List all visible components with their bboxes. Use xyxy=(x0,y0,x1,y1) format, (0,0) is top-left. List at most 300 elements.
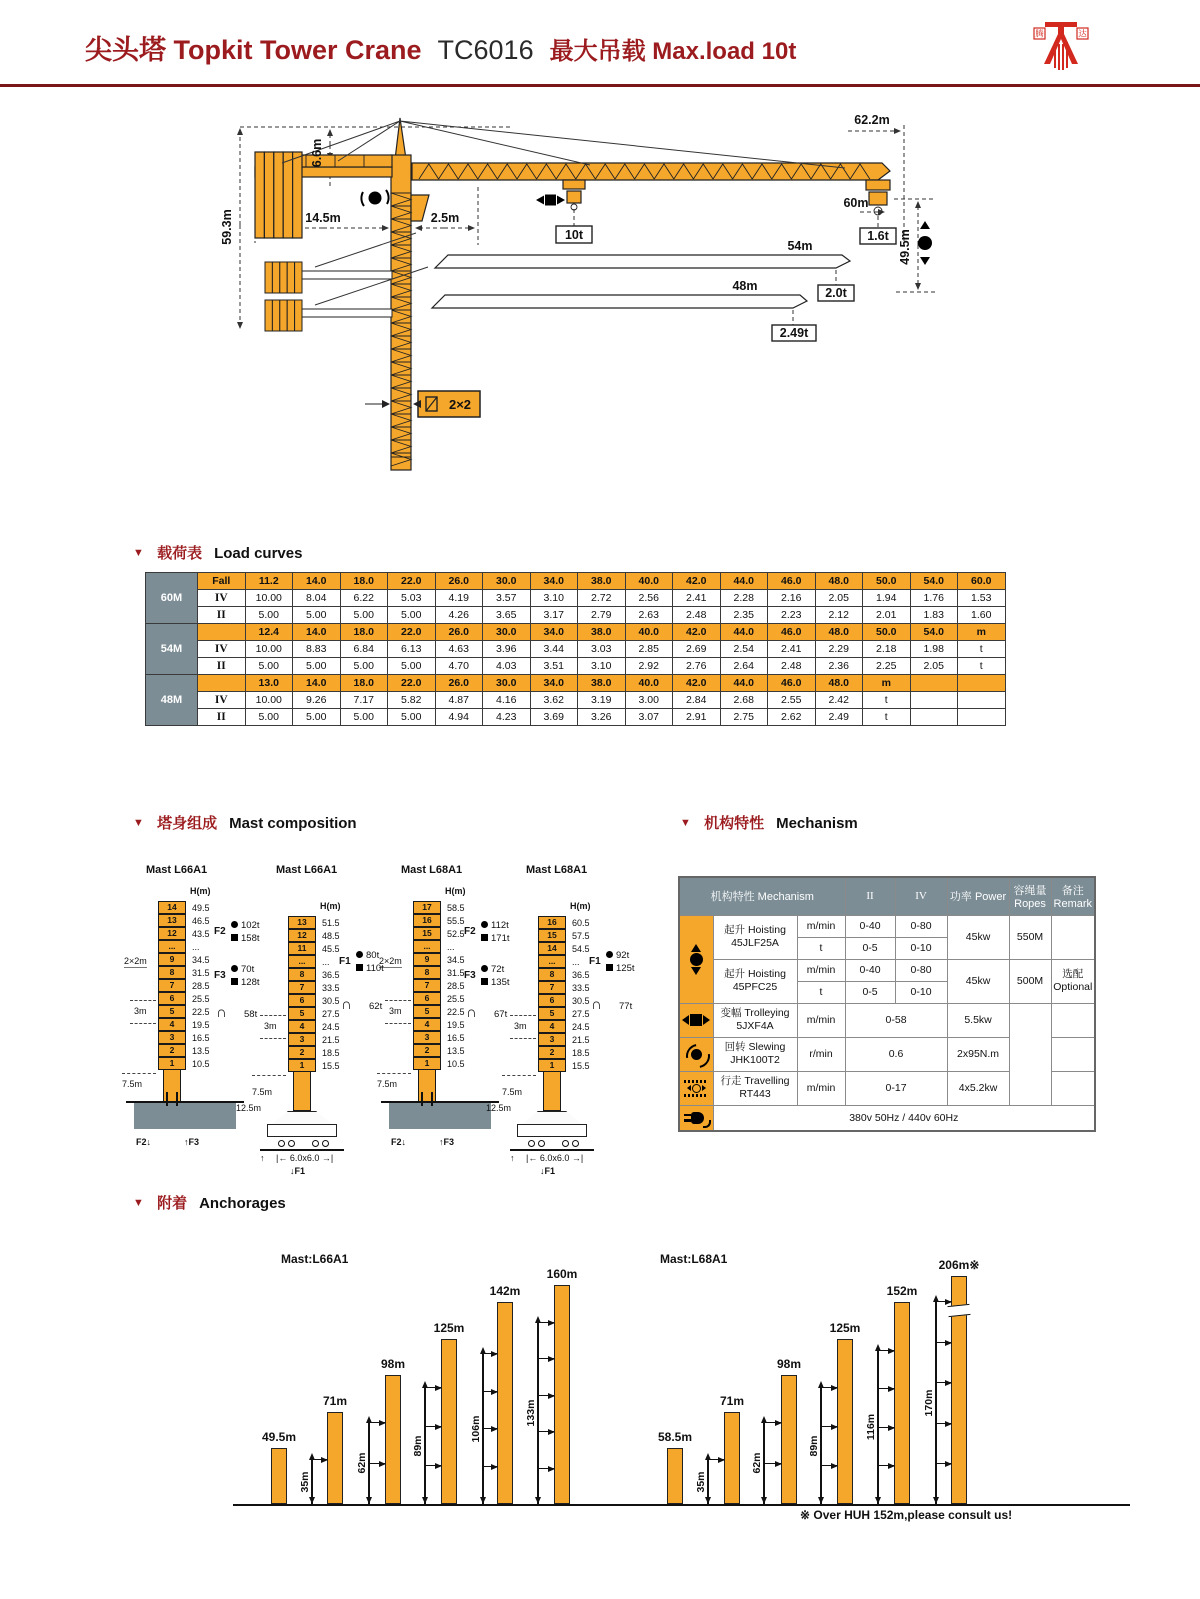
load-radius-cell: 38.0 xyxy=(578,675,626,692)
load-value-cell xyxy=(958,692,1006,709)
mast-segment-cell: 3 xyxy=(538,1033,566,1046)
hoist1-b2: 0-10 xyxy=(895,937,947,959)
mast-segment-cell: 1 xyxy=(158,1057,186,1070)
anchor-tick-arrow xyxy=(945,1421,952,1427)
mast-segment-cell: 13 xyxy=(158,914,186,927)
page-title xyxy=(85,28,796,67)
anchor-dim-label: 62m xyxy=(751,1452,763,1474)
mast-segment-cell: 17 xyxy=(413,901,441,914)
max-load-value: 10t xyxy=(564,228,584,242)
square-marker xyxy=(231,934,238,941)
load-radius-cell: 26.0 xyxy=(435,624,483,641)
foundation-wheel xyxy=(278,1140,285,1147)
mast-height-value: 34.5 xyxy=(192,954,210,965)
anchorage-bar-label: 49.5m xyxy=(261,1430,297,1444)
load-value-cell: 2.28 xyxy=(720,590,768,607)
anchor-tick-arrow xyxy=(548,1466,555,1472)
remark-cn: 备注 xyxy=(1061,885,1084,898)
dim-hook-radius: 60m xyxy=(843,196,869,210)
mast-height-value: 18.5 xyxy=(322,1047,340,1058)
load-group-label: 48M xyxy=(146,675,198,726)
load-value-cell: 2.69 xyxy=(673,641,721,658)
hoist1-b1: 0-80 xyxy=(895,915,947,937)
load-value-cell: 2.01 xyxy=(863,607,911,624)
mast-segment-cell: 5 xyxy=(538,1007,566,1020)
load-radius-row xyxy=(146,573,1006,590)
section-anchorages-en: Anchorages xyxy=(199,1195,286,1212)
load-value-cell: t xyxy=(958,641,1006,658)
force-circle-value: 70t xyxy=(231,964,254,975)
mast-segment-cell: 5 xyxy=(288,1007,316,1020)
mast-height-value: 33.5 xyxy=(572,982,590,993)
mast-height-value: 19.5 xyxy=(447,1019,465,1030)
mech-col-iv: IV xyxy=(895,877,947,915)
mast-height-value: 22.5 xyxy=(192,1006,210,1017)
load-radius-cell: 40.0 xyxy=(625,624,673,641)
travel-remark xyxy=(1051,1071,1095,1105)
load-value-cell: 5.00 xyxy=(340,658,388,675)
anchor-dim-label: 106m xyxy=(470,1415,482,1442)
force-square-value: 135t xyxy=(481,977,510,988)
load-radius-row xyxy=(146,675,1006,692)
hoist2-b2: 0-10 xyxy=(895,981,947,1003)
load-radius-cell: 44.0 xyxy=(720,573,768,590)
mast-segment-cell: ... xyxy=(288,955,316,968)
mast-height-value: 33.5 xyxy=(322,982,340,993)
load-value-cell: 3.51 xyxy=(530,658,578,675)
hook-weight-value: 58t xyxy=(244,1009,258,1020)
trolleying-icon xyxy=(680,1014,713,1026)
force-label: F2 xyxy=(214,926,226,937)
mast-segment-cell: 7 xyxy=(538,981,566,994)
section-load-curves-cn: 载荷表 xyxy=(157,545,203,562)
dim-dash xyxy=(260,1038,286,1039)
remark-en: Remark xyxy=(1053,898,1093,911)
mast-section-label: 2×2 xyxy=(448,397,472,412)
load-value-cell: 2.63 xyxy=(625,607,673,624)
mast-height-value: 27.5 xyxy=(322,1008,340,1019)
mast-segment-cell: 16 xyxy=(413,914,441,927)
mast-height-value: 36.5 xyxy=(572,969,590,980)
load-radius-cell: 46.0 xyxy=(768,624,816,641)
anchor-tick-arrow xyxy=(379,1420,386,1426)
force-label: F3 xyxy=(464,970,476,981)
ballast-variants xyxy=(265,262,302,331)
load-radius-cell: 18.0 xyxy=(340,675,388,692)
dim-arrow-down xyxy=(761,1497,767,1504)
anchorage-bar-label: 98m xyxy=(776,1357,802,1371)
reaction-label-right: ↑F3 xyxy=(184,1137,200,1147)
load-radius-cell xyxy=(198,675,246,692)
load-radius-cell: 34.0 xyxy=(530,624,578,641)
hoisting-icon xyxy=(918,221,932,265)
dim-dash xyxy=(122,1073,156,1074)
anchor-dim-label: 35m xyxy=(299,1471,311,1493)
load-value-cell: 2.75 xyxy=(720,709,768,726)
mast-segment-cell: 8 xyxy=(538,968,566,981)
hoist1-power: 45kw xyxy=(947,915,1009,959)
anchor-dim-line xyxy=(820,1387,822,1504)
anchor-tick-arrow xyxy=(548,1393,555,1399)
load-value-cell: 10.00 xyxy=(245,641,293,658)
foundation-base xyxy=(517,1124,587,1137)
load-radius-cell: 11.2 xyxy=(245,573,293,590)
mech-col-remark xyxy=(1051,877,1095,915)
load-value-cell: 3.26 xyxy=(578,709,626,726)
mast-segment-cell: 5 xyxy=(158,1005,186,1018)
load-value-cell: 1.94 xyxy=(863,590,911,607)
dim-arrow-down xyxy=(480,1497,486,1504)
anchorage-bar xyxy=(441,1339,457,1504)
anchor-dim-label: 133m xyxy=(525,1399,537,1427)
load-value-cell: 5.00 xyxy=(293,607,341,624)
load-value-cell: 5.00 xyxy=(293,658,341,675)
load-radius-cell: 26.0 xyxy=(435,573,483,590)
mast-mid-dim: 3m xyxy=(134,1006,147,1017)
reaction-label-left: F2↓ xyxy=(391,1137,407,1147)
load-radius-cell: 40.0 xyxy=(625,675,673,692)
load-value-cell: 2.62 xyxy=(768,709,816,726)
anchor-tick-arrow xyxy=(321,1457,328,1463)
mast-leg xyxy=(421,1092,423,1106)
foundation-wheel xyxy=(562,1140,569,1147)
mast-segment-cell: ... xyxy=(413,940,441,953)
load-value-cell: 2.55 xyxy=(768,692,816,709)
load-value-cell: 2.36 xyxy=(815,658,863,675)
anchorage-bar-label: 206m※ xyxy=(938,1258,980,1272)
mast-height-value: 21.5 xyxy=(322,1034,340,1045)
anchor-tick-arrow xyxy=(548,1320,555,1326)
dim-dash xyxy=(510,1038,536,1039)
load-radius-cell: 14.0 xyxy=(293,624,341,641)
load-value-cell: 10.00 xyxy=(245,590,293,607)
dim-arrow-down xyxy=(875,1497,881,1504)
load-value-cell xyxy=(910,709,958,726)
force-label: F2 xyxy=(464,926,476,937)
load-radius-cell: 30.0 xyxy=(483,573,531,590)
anchorage-chart-title: Mast:L66A1 xyxy=(281,1252,349,1266)
hoist2-a2: 0-5 xyxy=(845,981,895,1003)
mast-segment-cell: 8 xyxy=(288,968,316,981)
circle-marker xyxy=(481,965,488,972)
rail-line xyxy=(260,1149,344,1151)
load-value-cell: 2.79 xyxy=(578,607,626,624)
mast-segment-cell: 7 xyxy=(158,979,186,992)
anchorage-bar-label: 125m xyxy=(433,1321,465,1335)
anchor-tick-arrow xyxy=(435,1463,442,1469)
load-radius-cell: 22.0 xyxy=(388,675,436,692)
anchor-dim-label: 170m xyxy=(923,1389,935,1416)
load-radius-cell: 44.0 xyxy=(720,624,768,641)
mast-base-column xyxy=(293,1071,311,1111)
load-value-cell: 6.22 xyxy=(340,590,388,607)
mast-height-value: 30.5 xyxy=(572,995,590,1006)
load-value-cell: 3.96 xyxy=(483,641,531,658)
load-value-cell: 5.00 xyxy=(388,658,436,675)
foundation-base xyxy=(267,1124,337,1137)
mast-segment-cell: 7 xyxy=(288,981,316,994)
force-square-value: 125t xyxy=(606,963,635,974)
load-value-cell: 2.41 xyxy=(673,590,721,607)
load-value-cell: 5.00 xyxy=(245,607,293,624)
mast-segment-cell: 15 xyxy=(413,927,441,940)
load-value-cell: t xyxy=(863,692,911,709)
anchor-tick-arrow xyxy=(945,1299,952,1305)
brand-logo-icon xyxy=(1028,12,1094,78)
mast-segment-cell: 6 xyxy=(413,992,441,1005)
mast-segment-cell: 4 xyxy=(538,1020,566,1033)
mast-title: Mast L66A1 xyxy=(146,864,208,876)
dim-dash xyxy=(130,1000,156,1001)
mast-mid-dim: 3m xyxy=(264,1021,277,1032)
load-value-cell: 8.83 xyxy=(293,641,341,658)
foundation-wheel xyxy=(538,1140,545,1147)
load-value-cell: 5.00 xyxy=(388,709,436,726)
load-value-cell: 3.17 xyxy=(530,607,578,624)
dim-dash xyxy=(377,1073,411,1074)
load-radius-cell: 38.0 xyxy=(578,624,626,641)
anchor-tick-arrow xyxy=(379,1461,386,1467)
hoist2-b1: 0-80 xyxy=(895,959,947,981)
force-square-value: 110t xyxy=(356,963,384,974)
anchor-dim-label: 62m xyxy=(356,1452,368,1474)
mast-height-value: 60.5 xyxy=(572,917,590,928)
force-label: F1 xyxy=(589,956,601,967)
load-value-cell: 2.72 xyxy=(578,590,626,607)
load-value-cell: 3.07 xyxy=(625,709,673,726)
anchorage-bar xyxy=(327,1412,343,1504)
mast-segment-cell: 2 xyxy=(288,1046,316,1059)
mast-height-value: 25.5 xyxy=(447,993,465,1004)
load-capacity-row xyxy=(146,590,1006,607)
load-group-label: 54M xyxy=(146,624,198,675)
anchorage-note: ※ Over HUH 152m,please consult us! xyxy=(800,1508,1013,1522)
hoisting-icon xyxy=(680,944,713,975)
mast-height-value: 57.5 xyxy=(572,930,590,941)
force-circle-value: 112t xyxy=(481,920,509,931)
circle-marker xyxy=(356,951,363,958)
mast-height-value: 34.5 xyxy=(447,954,465,965)
hoist2-a1: 0-40 xyxy=(845,959,895,981)
load-value-cell: 3.57 xyxy=(483,590,531,607)
load-radius-cell: m xyxy=(958,624,1006,641)
load-radius-cell: 30.0 xyxy=(483,624,531,641)
load-value-cell: 1.60 xyxy=(958,607,1006,624)
mast-mid-dim: 3m xyxy=(389,1006,402,1017)
hoist1-ropes: 550M xyxy=(1009,915,1051,959)
mast-cell-dim: 2×2m xyxy=(379,956,402,966)
header-rule xyxy=(0,84,1200,87)
load-value-cell: 4.26 xyxy=(435,607,483,624)
hoist2-power: 45kw xyxy=(947,959,1009,1003)
circle-marker xyxy=(481,921,488,928)
trolley-model: 5JXF4A xyxy=(736,1020,774,1032)
mech-col-name: 机构特性 Mechanism xyxy=(679,877,845,915)
logo-char-left: 腾 xyxy=(1035,28,1044,39)
mast-height-value: ... xyxy=(572,956,580,967)
load-value-cell: IV xyxy=(198,590,246,607)
load-radius-cell: 48.0 xyxy=(815,624,863,641)
anchorage-bar-label: 160m xyxy=(546,1267,578,1281)
anchorage-bar xyxy=(271,1448,287,1504)
hoist2-remark-cn: 选配 xyxy=(1062,967,1084,980)
mast-segment-cell: 3 xyxy=(413,1031,441,1044)
load-value-cell: 2.42 xyxy=(815,692,863,709)
load-radius-cell xyxy=(910,675,958,692)
anchorage-bar-label: 71m xyxy=(719,1394,745,1408)
anchor-tick-arrow xyxy=(888,1348,895,1354)
anchor-dim-line xyxy=(424,1387,426,1504)
hoisting-icon-cell xyxy=(679,915,713,1003)
load-value-cell: 2.05 xyxy=(815,590,863,607)
anchorage-chart xyxy=(233,1246,643,1506)
load-value-cell: 2.84 xyxy=(673,692,721,709)
load-value-cell: 3.65 xyxy=(483,607,531,624)
load-boxes xyxy=(556,226,896,341)
mast-base-dim: 7.5m xyxy=(502,1087,523,1097)
load-value-cell: t xyxy=(863,709,911,726)
slewing-icon xyxy=(684,1042,708,1066)
load-radius-cell: 46.0 xyxy=(768,675,816,692)
slewing-icon-cell xyxy=(679,1037,713,1071)
hoist1-model: 45JLF25A xyxy=(731,937,779,949)
hook-weight-value: 77t xyxy=(619,1001,633,1012)
mast-segment-cell: 6 xyxy=(158,992,186,1005)
load-value-cell: 2.64 xyxy=(720,658,768,675)
rail-line xyxy=(510,1149,594,1151)
trolley-power: 5.5kw xyxy=(947,1003,1009,1037)
supply-row xyxy=(679,1105,1095,1131)
reaction-label-f1: ↓F1 xyxy=(540,1166,556,1176)
travel-power: 4x5.2kw xyxy=(947,1071,1009,1105)
mast-height-value: 19.5 xyxy=(192,1019,210,1030)
mast-leg xyxy=(431,1092,433,1106)
reaction-label-left: F2↓ xyxy=(136,1137,152,1147)
mast-segment-cell: 16 xyxy=(538,916,566,929)
load-value-cell: 2.25 xyxy=(863,658,911,675)
load-value-cell: 5.00 xyxy=(293,709,341,726)
ground-block xyxy=(134,1103,236,1129)
load-value-cell: 2.29 xyxy=(815,641,863,658)
load-value-cell: 3.69 xyxy=(530,709,578,726)
load-curves-table xyxy=(145,572,1006,726)
mast-segment-cell: 8 xyxy=(158,966,186,979)
mast-base-dim: 7.5m xyxy=(252,1087,273,1097)
anchor-tick-arrow xyxy=(831,1463,838,1469)
load-radius-cell: 54.0 xyxy=(910,624,958,641)
anchorage-chart-title: Mast:L68A1 xyxy=(660,1252,728,1266)
load-radius-cell: 14.0 xyxy=(293,675,341,692)
load-value-cell: 2.12 xyxy=(815,607,863,624)
section-load-curves-en: Load curves xyxy=(214,545,303,562)
foundation-wheel xyxy=(322,1140,329,1147)
load-value-cell: 1.98 xyxy=(910,641,958,658)
dim-dash xyxy=(385,1000,411,1001)
load-capacity-row xyxy=(146,692,1006,709)
mast-segment-cell: 9 xyxy=(413,953,441,966)
load-radius-cell: 22.0 xyxy=(388,573,436,590)
anchor-tick-arrow xyxy=(491,1351,498,1357)
load-value-cell: 1.76 xyxy=(910,590,958,607)
load-value-cell: 4.63 xyxy=(435,641,483,658)
tip-load-value: 1.6t xyxy=(867,229,889,243)
load-value-cell: 3.10 xyxy=(530,590,578,607)
load-value-cell: 8.04 xyxy=(293,590,341,607)
anchor-tick-arrow xyxy=(888,1425,895,1431)
anchor-tick-arrow xyxy=(435,1385,442,1391)
load-radius-cell: 48.0 xyxy=(815,675,863,692)
load-value-cell: 2.68 xyxy=(720,692,768,709)
hoist2-u1: m/min xyxy=(797,959,845,981)
load-radius-cell: 26.0 xyxy=(435,675,483,692)
foundation-wheel xyxy=(312,1140,319,1147)
anchorage-bar-label: 58.5m xyxy=(657,1430,693,1444)
mech-col-ropes xyxy=(1009,877,1051,915)
load-capacity-row xyxy=(146,709,1006,726)
anchor-tick-arrow xyxy=(491,1389,498,1395)
hoist1-u2: t xyxy=(797,937,845,959)
slew-cn: 回转 Slewing xyxy=(724,1040,786,1053)
mast-height-value: 54.5 xyxy=(572,943,590,954)
mast-segment-cell: 6 xyxy=(538,994,566,1007)
load-radius-cell: 22.0 xyxy=(388,624,436,641)
load-value-cell: 3.62 xyxy=(530,692,578,709)
hoist1-cn: 起升 Hoisting xyxy=(724,923,786,936)
mast-segment-cell: 11 xyxy=(288,942,316,955)
load-value-cell: 4.23 xyxy=(483,709,531,726)
mast-height-value: 10.5 xyxy=(192,1058,210,1069)
mech-col-ii: II xyxy=(845,877,895,915)
load-value-cell: 2.85 xyxy=(625,641,673,658)
circle-marker xyxy=(231,921,238,928)
dim-dash xyxy=(502,1075,536,1076)
travel-range: 0-17 xyxy=(845,1071,947,1105)
slewing-icon xyxy=(361,190,388,206)
anchorage-bar xyxy=(781,1375,797,1504)
anchor-tick-arrow xyxy=(491,1426,498,1432)
load-value-cell: 2.48 xyxy=(673,607,721,624)
load-radius-cell: Fall xyxy=(198,573,246,590)
mast-height-value: 16.5 xyxy=(447,1032,465,1043)
hoist1-row1 xyxy=(679,915,1095,937)
trolleying-icon-cell xyxy=(679,1003,713,1037)
mast-height-value: 49.5 xyxy=(192,902,210,913)
rail-up-arrow: ↑ xyxy=(510,1153,515,1163)
load-value-cell: 4.16 xyxy=(483,692,531,709)
bar-break-mark xyxy=(947,1304,970,1317)
mast-height-value: 31.5 xyxy=(447,967,465,978)
load-radius-cell: 50.0 xyxy=(863,573,911,590)
ropes-cn: 容绳量 xyxy=(1013,885,1047,898)
circle-marker xyxy=(231,965,238,972)
anchorage-bar xyxy=(385,1375,401,1504)
anchorage-bar-label: 98m xyxy=(380,1357,406,1371)
mast-height-value: ... xyxy=(192,941,200,952)
anchor-tick-arrow xyxy=(888,1386,895,1392)
load-value-cell: 6.13 xyxy=(388,641,436,658)
load-value-cell: II xyxy=(198,658,246,675)
trolley-name xyxy=(713,1003,797,1037)
mast-height-value: 58.5 xyxy=(447,902,465,913)
hoist1-a2: 0-5 xyxy=(845,937,895,959)
mast-height-value: 22.5 xyxy=(447,1006,465,1017)
dim-arrow-down xyxy=(422,1497,428,1504)
mast-segment-cell: 12 xyxy=(158,927,186,940)
load-value-cell: IV xyxy=(198,692,246,709)
load-radius-cell: m xyxy=(863,675,911,692)
slew-model: JHK100T2 xyxy=(730,1054,780,1066)
mast-height-value: 10.5 xyxy=(447,1058,465,1069)
